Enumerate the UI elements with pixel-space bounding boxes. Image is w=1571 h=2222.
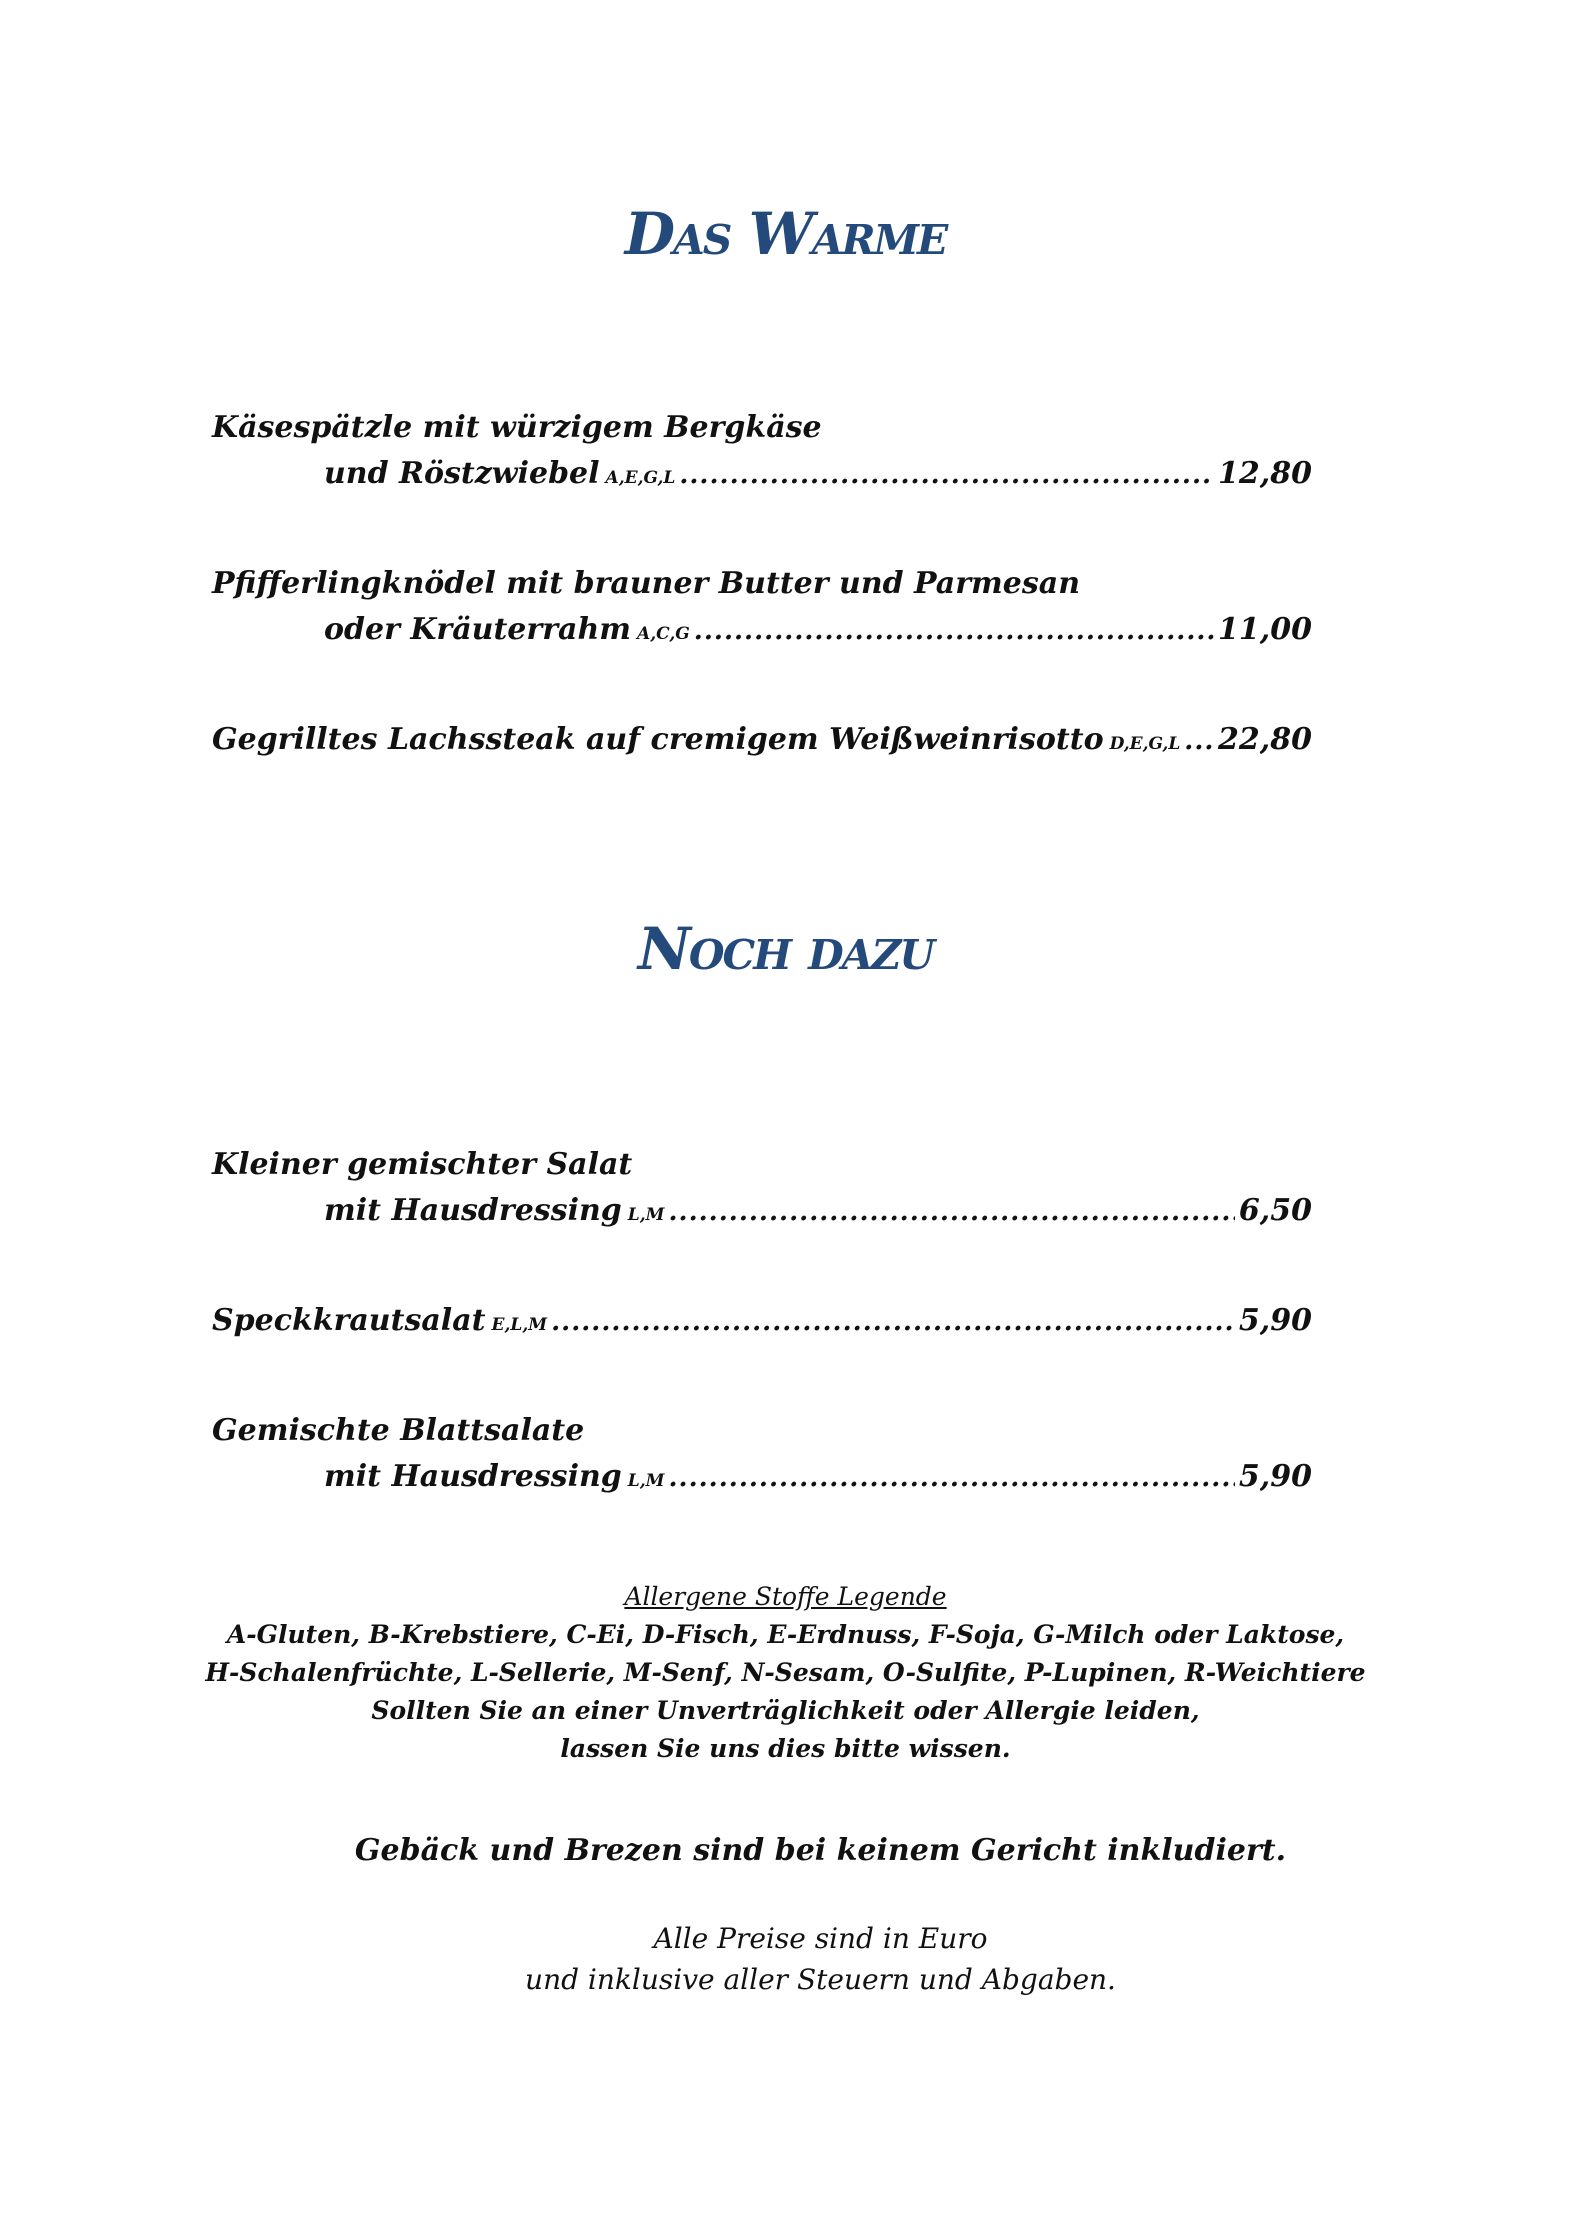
menu-item-kleiner-salat [212, 1142, 1312, 1238]
item-price: 22,80 [1218, 722, 1312, 757]
bread-note: Gebäck und Brezen sind bei keinem Gericht inkludiert. [354, 1833, 1287, 1868]
item-name: Gemischte Blattsalate [212, 1413, 585, 1448]
item-price: 5,90 [1238, 1303, 1312, 1338]
item-price: 6,50 [1238, 1193, 1312, 1228]
legend-title: Allergene Stoffe Legende [624, 1582, 947, 1611]
item-allergens: E,L,M [491, 1315, 548, 1335]
leader-dots [668, 1455, 1234, 1501]
legend-line: Sollten Sie an einer Unverträglichkeit oder Allergie leiden, [371, 1696, 1200, 1725]
legend-line: H-Schalenfrüchte, L-Sellerie, M-Senf, N-Sesam, O-Sulfite, P-Lupinen, R-Weichtiere [205, 1658, 1366, 1687]
leader-dots [1184, 718, 1214, 764]
item-allergens: L,M [627, 1205, 665, 1225]
price-note-line: Alle Preise sind in Euro [653, 1922, 988, 1955]
item-price: 11,00 [1218, 612, 1312, 647]
menu-item-blattsalate [212, 1408, 1312, 1504]
item-allergens: D,E,G,L [1109, 734, 1181, 754]
leader-dots [551, 1299, 1235, 1345]
section-items-das-warme [212, 405, 1312, 827]
section-title-das-warme: Das Warme [624, 200, 947, 268]
allergen-legend [0, 1578, 1571, 1768]
item-price: 5,90 [1238, 1459, 1312, 1494]
item-name-continued: mit Hausdressing [324, 1459, 622, 1494]
section-title-noch-dazu: Noch dazu [637, 915, 934, 983]
item-allergens: L,M [627, 1471, 665, 1491]
section-items-noch-dazu [212, 1142, 1312, 1564]
menu-item-lachssteak [212, 717, 1312, 767]
item-allergens: A,E,G,L [605, 468, 676, 488]
item-name: Käsespätzle mit würzigem Bergkäse [212, 410, 822, 445]
price-note [0, 1918, 1571, 2000]
item-name: Kleiner gemischter Salat [212, 1147, 633, 1182]
leader-dots [694, 608, 1214, 654]
legend-line: lassen Sie uns dies bitte wissen. [560, 1734, 1011, 1763]
menu-item-pfifferlingknoedel [212, 561, 1312, 657]
item-name-continued: oder Kräuterrahm [324, 612, 632, 647]
item-name: Speckkrautsalat [212, 1303, 486, 1338]
item-name-continued: und Röstzwiebel [324, 456, 600, 491]
item-price: 12,80 [1218, 456, 1312, 491]
menu-item-kaesespaetzle [212, 405, 1312, 501]
leader-dots [668, 1189, 1234, 1235]
menu-item-speckkrautsalat [212, 1298, 1312, 1348]
item-allergens: A,C,G [637, 624, 690, 644]
price-note-line: und inklusive aller Steuern und Abgaben. [525, 1963, 1116, 1996]
item-name-continued: mit Hausdressing [324, 1193, 622, 1228]
legend-line: A-Gluten, B-Krebstiere, C-Ei, D-Fisch, E-Erdnuss, F-Soja, G-Milch oder Laktose, [226, 1620, 1345, 1649]
leader-dots [679, 452, 1214, 498]
item-name: Gegrilltes Lachssteak auf cremigem Weißweinrisotto [212, 722, 1104, 757]
item-name: Pfifferlingknödel mit brauner Butter und Parmesan [212, 566, 1081, 601]
